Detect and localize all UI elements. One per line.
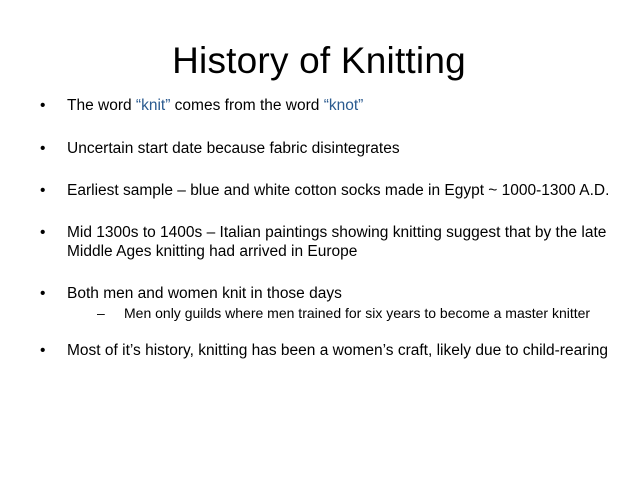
bullet-list (40, 96, 620, 360)
sub-bullet-icon: – (97, 305, 105, 321)
bullet-item (40, 181, 620, 200)
bullet-item (40, 223, 620, 261)
quoted-term-knit: “knit” (135, 97, 171, 114)
sub-bullet-text: Men only guilds where men trained for six years to become a master knitter (124, 305, 591, 321)
bullet-text-middle: comes from the word (170, 97, 324, 114)
bullet-item (40, 284, 620, 322)
bullet-item (40, 96, 620, 115)
slide-title: History of Knitting (172, 40, 466, 81)
sub-bullet-item (97, 305, 620, 322)
bullet-text: Both men and women knit in those days (67, 285, 342, 302)
bullet-icon: • (40, 224, 46, 241)
bullet-icon: • (40, 97, 46, 114)
quoted-term-knot: “knot” (323, 97, 364, 114)
bullet-text: Mid 1300s to 1400s – Italian paintings showing knitting suggest that by the late Middle Ages knitting had arrived in Europe (67, 224, 607, 260)
bullet-icon: • (40, 140, 46, 157)
bullet-text: Earliest sample – blue and white cotton socks made in Egypt ~ 1000-1300 A.D. (67, 182, 610, 199)
bullet-text-prefix: The word (67, 97, 136, 114)
bullet-icon: • (40, 182, 46, 199)
bullet-item (40, 341, 620, 360)
bullet-icon: • (40, 342, 46, 359)
bullet-item (40, 139, 620, 158)
bullet-text: Uncertain start date because fabric disintegrates (67, 140, 400, 157)
bullet-text: Most of it’s history, knitting has been a women’s craft, likely due to child-rearing (67, 342, 609, 359)
bullet-icon: • (40, 285, 46, 302)
